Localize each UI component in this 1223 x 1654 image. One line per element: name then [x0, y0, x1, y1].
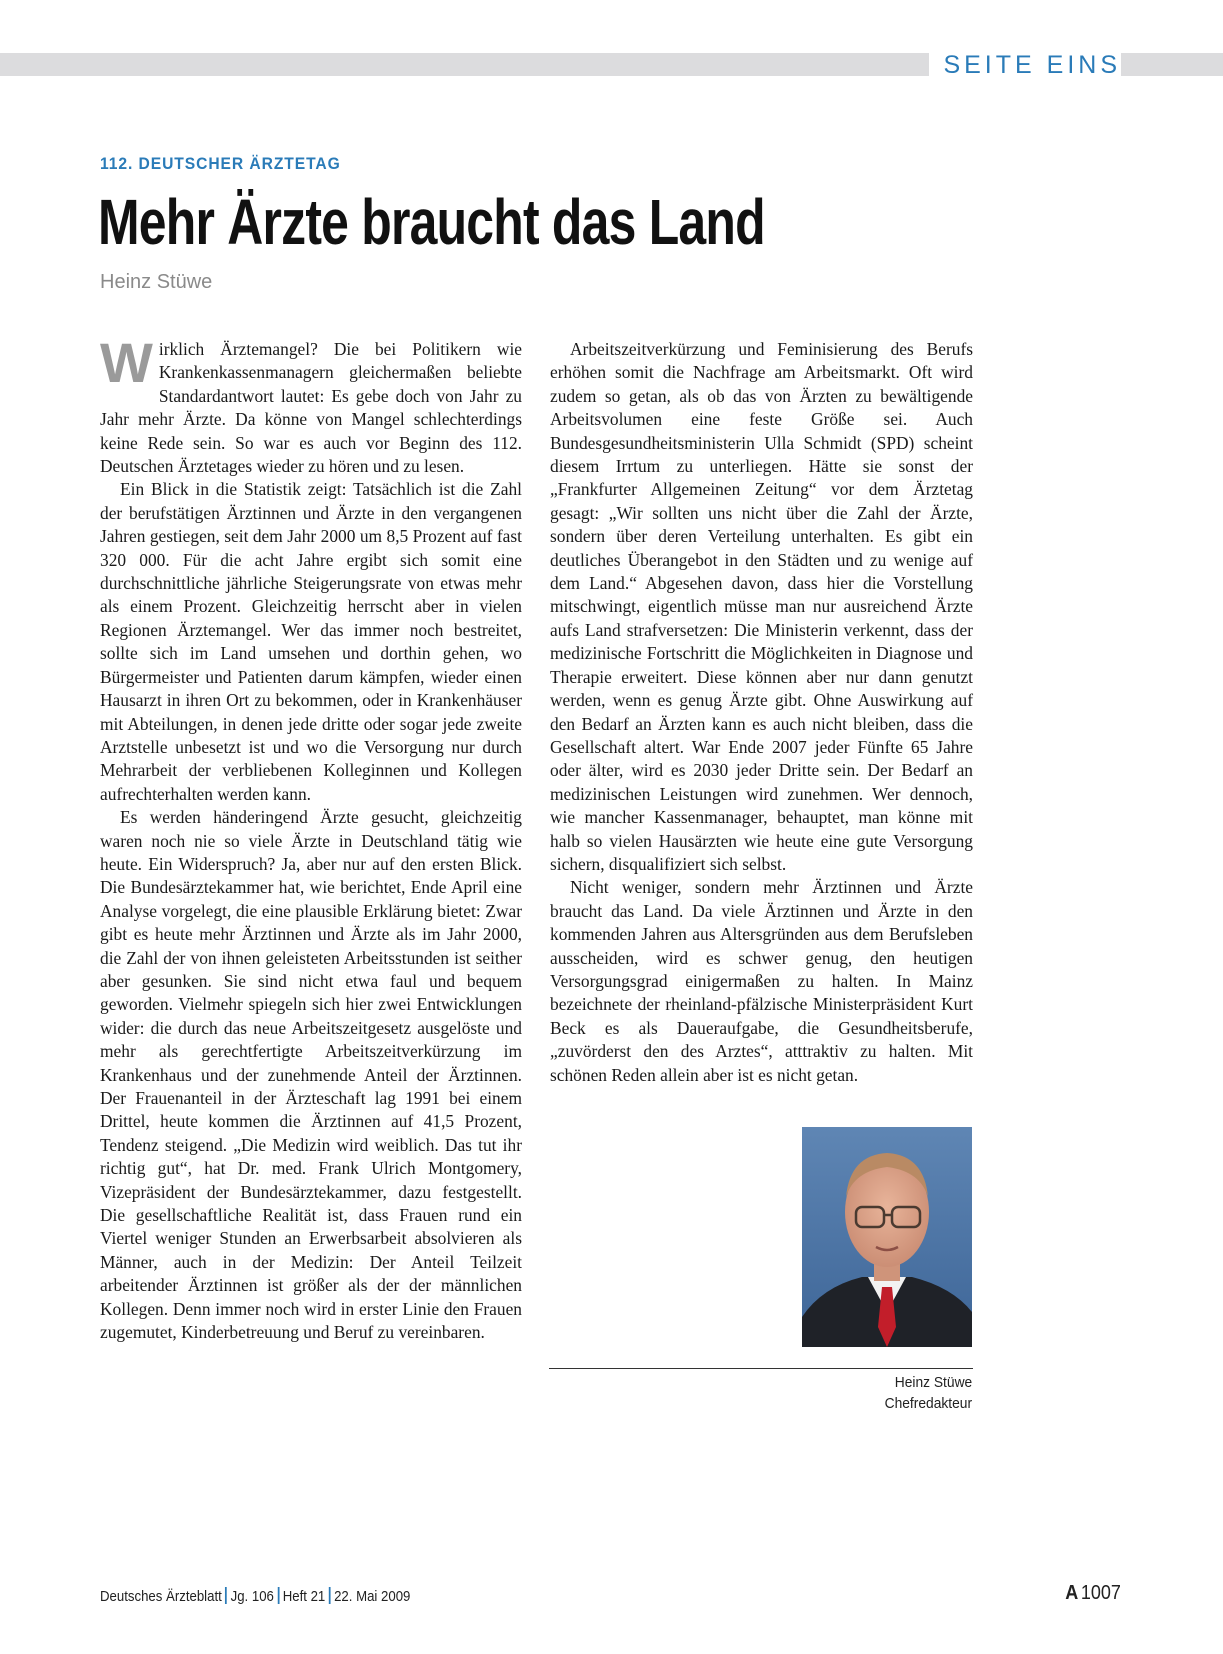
- page-number: [1065, 1582, 1121, 1605]
- paragraph: Es werden händeringend Ärzte gesucht, gleichzeitig waren noch nie so viele Ärzte in Deutschland tätig wie heute. Ein Widerspruch? Ja, aber nur auf den ersten Blick. Die Bundesärztekammer hat, wie berichtet, Ende April eine Analyse vorgelegt, die eine plausible Erklärung bietet: Zwar gibt es heute mehr Ärztinnen und Ärzte als im Jahr 2000, die Zahl der von ihnen geleisteten Arbeitsstunden ist seither aber gesunken. Sie sind nicht etwa faul und bequem geworden. Vielmehr spiegeln sich hier zwei Entwicklungen wider: die durch das neue Arbeitszeitgesetz ausgelöste und mehr als gerechtfertigte Arbeitszeitverkürzung im Krankenhaus und der zunehmende Anteil der Ärztinnen. Der Frauenanteil in der Ärzteschaft lag 1991 bei einem Drittel, heute kommen die Ärztinnen auf 41,5 Prozent, Tendenz steigend. „Die Medizin wird weiblich. Das tut ihr richtig gut“, hat Dr. med. Frank Ulrich Montgomery, Vizepräsident der Bundesärztekammer, dazu festgestellt. Die gesellschaftliche Realität ist, dass Frauen rund ein Viertel weniger Stunden an Erwerbsarbeit absolvieren als Männer, auch in der Medizin: Der Anteil Teilzeit arbeitender Ärztinnen ist größer als der der männlichen Kollegen. Denn immer noch wird in erster Linie den Frauen zugemutet, Kinderbetreuung und Beruf zu vereinbaren.: [100, 807, 522, 1343]
- signature-divider: [549, 1368, 973, 1369]
- paragraph: Wirklich Ärztemangel? Die bei Politikern wie Krankenkassenmanagern gleichermaßen beliebte Standardantwort lautet: Es gebe doch von Jahr zu Jahr mehr Ärzte. Da könne von Mangel schlechterdings keine Rede sein. So war es auch vor Beginn des 112. Deutschen Ärztetages wieder zu hören und zu lesen.: [100, 331, 522, 477]
- section-label: SEITE EINS: [929, 48, 1121, 82]
- paragraph: Nicht weniger, sondern mehr Ärztinnen und Ärzte braucht das Land. Da viele Ärztinnen und Ärzte in den kommenden Jahren aus Altersgründen aus dem Berufsleben ausscheiden, wird es schwer genug, den heutigen Versorgungsgrad einigermaßen zu halten. In Mainz bezeichnete der rheinland-pfälzische Ministerpräsident Kurt Beck es als Daueraufgabe, die Gesundheitsberufe, „zuvörderst den des Arztes“, atttraktiv zu halten. Mit schönen Reden allein aber ist es nicht getan.: [550, 877, 973, 1085]
- signature-name: Heinz Stüwe: [894, 1374, 972, 1391]
- footer-volume: Jg. 106: [230, 1588, 274, 1605]
- author-portrait: [802, 1127, 972, 1347]
- footer-separator: [225, 1587, 227, 1604]
- footer-separator: [329, 1587, 331, 1604]
- article-author: Heinz Stüwe: [100, 271, 213, 293]
- drop-cap: W: [100, 331, 153, 394]
- footer-separator: [277, 1587, 279, 1604]
- paragraph: Arbeitszeitverkürzung und Feminisierung des Berufs erhöhen somit die Nachfrage am Arbeitsmarkt. Oft wird zudem so getan, als ob das von Ärzten zu bewältigende Arbeitsvolumen eine feste Größe sei. Auch Bundesgesundheitsministerin Ulla Schmidt (SPD) scheint diesem Irrtum zu unterliegen. Hätte sie sonst der „Frankfurter Allgemeinen Zeitung“ vor dem Ärztetag gesagt: „Wir sollten uns nicht über die Zahl der Ärzte, sondern über deren Verteilung unterhalten. Es gibt ein deutliches Überangebot in den Städten und zu wenige auf dem Land.“ Abgesehen davon, dass hier die Vorstellung mitschwingt, eigentlich müsse man nur ausreichend Ärzte aufs Land strafversetzen: Die Ministerin verkennt, dass der medizinische Fortschritt die Möglichkeiten in Diagnose und Therapie erweitert. Diese können aber nur dann genutzt werden, wenn es genug Ärzte gibt. Ohne Auswirkung auf den Bedarf an Ärzten kann es auch nicht bleiben, dass die Gesellschaft altert. War Ende 2007 jeder Fünfte 65 Jahre oder älter, wird es 2030 jeder Dritte sein. Der Bedarf an medizinischen Leistungen wird zunehmen. Wer dennoch, wie mancher Kassenmanager, behauptet, man könne mit halb so vielen Hausärzten wie heute eine gute Versorgung sichern, disqualifiziert sich selbst.: [550, 339, 973, 874]
- article-title: Mehr Ärzte braucht das Land: [98, 186, 765, 258]
- page-number-value: 1007: [1080, 1582, 1121, 1604]
- footer-citation: [100, 1587, 410, 1605]
- article-kicker: 112. DEUTSCHER ÄRZTETAG: [100, 154, 341, 173]
- signature-role: Chefredakteur: [884, 1395, 972, 1412]
- footer-publication: Deutsches Ärzteblatt: [100, 1588, 222, 1605]
- article-column-left: [100, 331, 522, 1344]
- footer-issue: Heft 21: [282, 1588, 326, 1605]
- article-column-right: [550, 338, 973, 1087]
- page-prefix: A: [1065, 1582, 1079, 1604]
- paragraph: Ein Blick in die Statistik zeigt: Tatsächlich ist die Zahl der berufstätigen Ärztinnen und Ärzte in den vergangenen Jahren gestiegen, seit dem Jahr 2000 um 8,5 Prozent auf fast 320 000. Für die acht Jahre ergibt sich somit eine durchschnittliche jährliche Steigerungsrate von etwas mehr als einem Prozent. Gleichzeitig herrscht aber in vielen Regionen Ärztemangel. Wer das immer noch bestreitet, sollte sich im Land umsehen und dorthin gehen, wo Bürgermeister und Patienten darum kämpfen, wieder einen Hausarzt in ihren Ort zu bekommen, oder in Krankenhäuser mit Abteilungen, in denen jede dritte oder sogar jede zweite Arztstelle unbesetzt ist und wo die Versorgung nur durch Mehrarbeit der verbliebenen Kolleginnen und Kollegen aufrechterhalten werden kann.: [100, 479, 522, 804]
- footer-date: 22. Mai 2009: [334, 1588, 411, 1605]
